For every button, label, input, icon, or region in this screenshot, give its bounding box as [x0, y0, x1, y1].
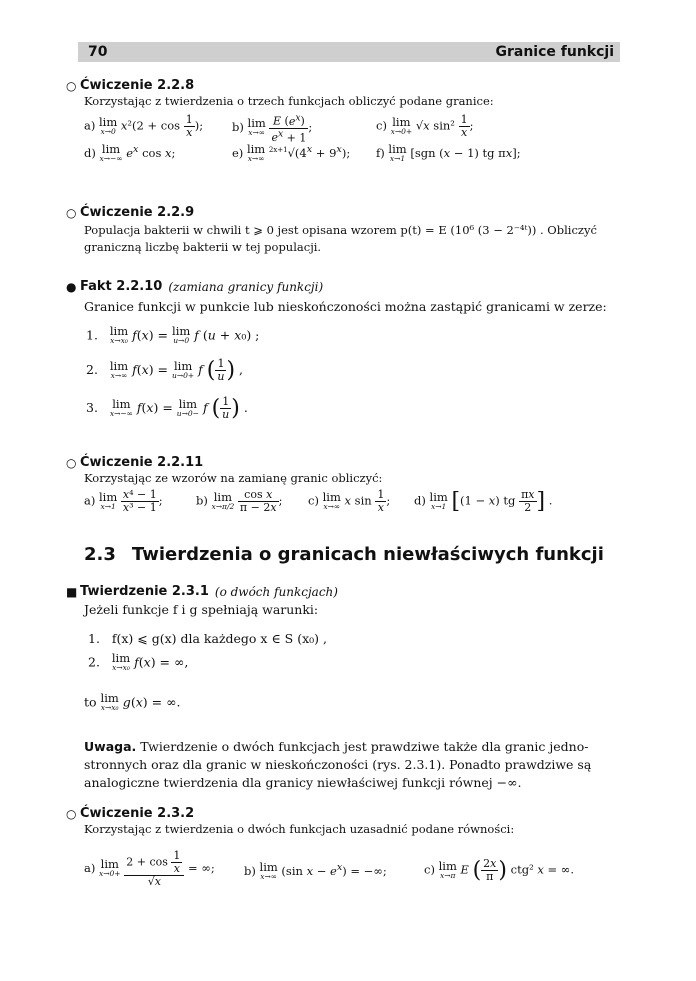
- formula-b: b) lim x→∞ (sin $x - e^x$) = −∞;: [244, 860, 387, 881]
- formula-a: a) lim x→1 $\frac{\text{x⁴ − 1}}{\text{x³ − 1}}$ ;: [84, 488, 163, 514]
- exercise-2-2-11: [66, 455, 626, 523]
- fact-text: Granice funkcji w punkcie lub nieskończoności można zastąpić granicami w zerze:: [84, 299, 607, 314]
- formula-c: c) lim x→∞ x sin $\frac{1}{x}$ ;: [308, 488, 391, 514]
- circle-bullet-icon: ○: [66, 205, 77, 220]
- theorem-2-3-1: [66, 584, 626, 725]
- exercise-2-3-2: [66, 806, 626, 896]
- theorem-condition-1: 1. f(x) ⩽ g(x) dla każdego x ∈ S (x₀) ,: [88, 631, 327, 646]
- exercise-2-2-9: [66, 205, 626, 256]
- theorem-condition-2: 2. lim x→x₀ f(x) = ∞,: [88, 651, 189, 672]
- formula-b: b) lim x→∞ $\frac{E (e^x)}{e^x + 1}$ ;: [232, 112, 313, 145]
- conclusion-prefix: to: [84, 694, 97, 710]
- formula-d: d) lim x→−∞ $e^x$ cos x;: [84, 142, 176, 163]
- exercise-intro: Korzystając z twierdzenia o trzech funkcjach obliczyć podane granice:: [84, 94, 494, 108]
- exercise-text-line2: graniczną liczbę bakterii w tej populacji.: [84, 240, 322, 254]
- remark-line2: stronnych oraz dla granic w nieskończoności (rys. 2.3.1). Ponadto prawdziwe są: [84, 757, 592, 772]
- condition-text: f(x) ⩽ g(x) dla każdego x ∈ S (x₀) ,: [111, 631, 327, 646]
- theorem-conclusion: to lim x→x₀ g(x) = ∞.: [84, 691, 181, 712]
- formula-a: a) lim x→0 x²(2 + cos $\frac{1}{x}$ );: [84, 113, 204, 139]
- theorem-title: Twierdzenie 2.3.1: [80, 584, 209, 599]
- page-number: 70: [88, 44, 108, 60]
- bullet-dot-icon: ●: [66, 279, 77, 294]
- fact-subtitle: (zamiana granicy funkcji): [168, 279, 324, 294]
- remark-line1: Twierdzenie o dwóch funkcjach jest prawdziwe także dla granic jedno-: [136, 739, 589, 754]
- fact-2-2-10: [66, 279, 626, 430]
- exercise-intro: Korzystając ze wzorów na zamianę granic obliczyć:: [84, 471, 383, 485]
- theorem-subtitle: (o dwóch funkcjach): [214, 584, 338, 599]
- running-title: Granice funkcji: [495, 44, 614, 60]
- formula-row: [84, 140, 626, 170]
- section-number: 2.3: [84, 544, 116, 565]
- fact-item-3: 3. lim x→−∞ f(x) = lim u→0− f ( $\frac{1}{u}$ ) .: [86, 395, 248, 421]
- section-title: Twierdzenia o granicach niewłaściwych funkcji: [131, 544, 604, 565]
- fact-item-2: 2. lim x→∞ f(x) = lim u→0+ f ( $\frac{1}{u}$ ) ,: [86, 357, 244, 383]
- running-header: [78, 42, 620, 62]
- section-heading: [84, 544, 604, 565]
- exercise-intro: Korzystając z twierdzenia o dwóch funkcjach uzasadnić podane równości:: [84, 822, 515, 836]
- exercise-title: Ćwiczenie 2.2.8: [80, 78, 195, 93]
- exercise-2-2-8: [66, 78, 626, 170]
- formula-a: a) lim x→0+ 2 + cos $\frac{1}{x}$ √x = ∞;: [84, 849, 215, 888]
- formula-d: d) lim x→1 [(1 − x) tg $\frac{\pi x}{2}$ ] .: [414, 488, 553, 514]
- formula-f: f) lim x→1 [sgn (x − 1) tg πx];: [376, 142, 521, 163]
- remark-line3: analogiczne twierdzenia dla granicy niewłaściwej funkcji równej −∞.: [84, 775, 522, 790]
- remark: [66, 738, 626, 792]
- formula-c: c) lim x→0+ √x sin² $\frac{1}{x}$ ;: [376, 113, 474, 139]
- square-bullet-icon: ■: [66, 584, 78, 599]
- formula-row: [84, 110, 626, 145]
- circle-bullet-icon: ○: [66, 455, 77, 470]
- fact-item-1: 1. lim x→x₀ f(x) = lim u→0 f (u + x₀) ;: [86, 324, 260, 345]
- formula-c: c) lim x→π E ( $\frac{2x}{\pi}$ ) ctg² x = ∞.: [424, 857, 575, 883]
- formula-row: [84, 487, 626, 523]
- circle-bullet-icon: ○: [66, 806, 77, 821]
- formula-b: b) lim x→π/2 $\frac{\text{cos x}}{\pi - 2x}$ ;: [196, 488, 283, 514]
- theorem-intro: Jeżeli funkcje f i g spełniają warunki:: [84, 602, 319, 617]
- remark-label: Uwaga.: [84, 739, 137, 754]
- exercise-title: Ćwiczenie 2.3.2: [80, 806, 195, 821]
- exercise-text-line1: Populacja bakterii w chwili t ⩾ 0 jest opisana wzorem p(t) = E (10⁶ (3 − 2⁻⁴ᵗ)) . Obliczyć: [84, 223, 597, 237]
- fact-title: Fakt 2.2.10: [80, 279, 163, 294]
- exercise-title: Ćwiczenie 2.2.9: [80, 205, 195, 220]
- formula-e: e) lim x→∞ $^{2x+1}√(4^x + 9^x)$;: [232, 142, 351, 163]
- exercise-title: Ćwiczenie 2.2.11: [80, 455, 204, 470]
- formula-row: [84, 844, 626, 896]
- circle-bullet-icon: ○: [66, 78, 77, 93]
